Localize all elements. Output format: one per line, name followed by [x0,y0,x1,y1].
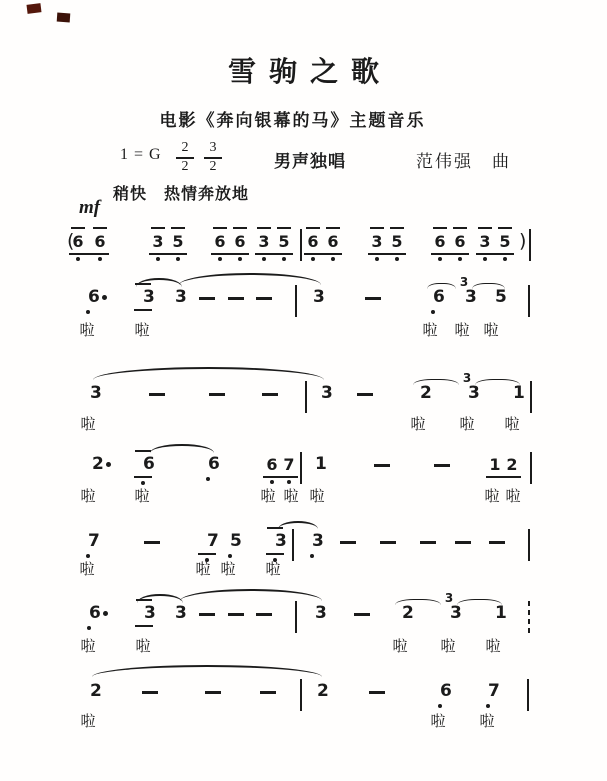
duration-dash [228,613,244,616]
note-pair: 6 7 [263,456,298,473]
tuplet-number: 3 [459,275,469,289]
lyric-syllable: 啦 [80,637,96,655]
time-signature-denominator: 2 [209,158,217,174]
duration-dash [434,464,450,467]
lyric-syllable: 啦 [260,487,276,505]
time-signature-numerator: 3 [204,141,222,159]
slur-arc [137,594,183,603]
note-pair: 6 6 [431,233,469,250]
barline [300,229,302,261]
duration-dash [144,541,160,544]
duration-dash [455,541,471,544]
dynamics-marking: mf [79,197,101,218]
duration-dash [365,297,381,300]
note-pair: 6 6 [211,233,249,250]
barline [292,529,294,561]
duration-dash [199,297,215,300]
note-pair: 6 6 [69,233,109,250]
barline [300,452,302,484]
time-signature-numerator: 2 [176,141,194,159]
note-pair: 3 5 [255,233,293,250]
lyric-syllable: 啦 [479,712,495,730]
barline [305,381,307,413]
tuplet-number: 3 [444,591,454,605]
parenthesis: ) [519,230,527,252]
note-pair: 3 5 [476,233,514,250]
note-digit: 3 [450,603,462,623]
lyric-syllable: 啦 [134,321,150,339]
duration-dash [149,393,165,396]
duration-dash [142,691,158,694]
barline [528,529,530,561]
note-digit: 6 [422,289,444,306]
slur-arc [92,665,322,677]
lyric-syllable: 啦 [505,487,521,505]
lyric-syllable: 啦 [79,560,95,578]
note-digit: 2 [90,681,102,701]
duration-dash [209,393,225,396]
duration-dash [256,613,272,616]
note-digit: 6 [78,605,100,622]
note-digit: 3 [90,383,102,403]
lyric-syllable: 啦 [483,321,499,339]
key-signature: 1 = G [120,146,162,163]
parenthesis: ( [67,230,75,252]
barline [295,601,297,633]
lyric-syllable: 啦 [265,560,281,578]
tempo-marking: 稍快 热情奔放地 [113,184,250,203]
note-pair: 6 6 [304,233,342,250]
note-digit: 3 [465,287,477,307]
note-digit: 2 [317,681,329,701]
slur-arc [180,589,322,601]
slur-arc [136,278,182,287]
note-digit: 3 [321,383,333,403]
barline [527,679,529,711]
note-digit: 3 [468,383,480,403]
lyric-syllable: 啦 [80,712,96,730]
tuplet-bracket [413,379,459,385]
lyric-syllable: 啦 [485,637,501,655]
lyric-syllable: 啦 [195,560,211,578]
lyric-syllable: 啦 [454,321,470,339]
note-digit: 6 [132,456,154,473]
composer-credit: 范伟强 曲 [416,152,511,172]
lyric-syllable: 啦 [484,487,500,505]
note-digit: 3 [301,533,323,550]
note-digit: 6 [429,683,451,700]
lyric-syllable: 啦 [134,487,150,505]
song-title: 雪驹之歌 [227,55,392,88]
duration-dash [340,541,356,544]
slur-arc [93,367,324,380]
note-digit: 3 [313,287,325,307]
voice-type-label: 男声独唱 [274,152,346,172]
lyric-syllable: 啦 [309,487,325,505]
tuplet-bracket [427,283,456,289]
note-digit: 3 [175,603,187,623]
tuplet-bracket [475,379,520,385]
note-digit: 3 [133,605,155,622]
lyric-syllable: 啦 [430,712,446,730]
lyric-syllable: 啦 [440,637,456,655]
lyric-syllable: 啦 [504,415,520,433]
tuplet-bracket [457,599,502,605]
time-signature-denominator: 2 [181,158,189,174]
slur-arc [179,273,321,285]
duration-dash [489,541,505,544]
barline [529,229,531,261]
duration-dash [256,297,272,300]
lyric-syllable: 啦 [459,415,475,433]
duration-dash [228,297,244,300]
note-digit: 7 [477,683,499,700]
barline [528,285,530,317]
tuplet-bracket [395,599,441,605]
note-digit: 6 [197,456,219,473]
duration-dash [357,393,373,396]
note-digit: 3 [175,287,187,307]
lyric-syllable: 啦 [80,415,96,433]
note-digit: 1 [513,383,525,403]
duration-dash [260,691,276,694]
barline [300,679,302,711]
lyric-syllable: 啦 [422,321,438,339]
duration-dash [380,541,396,544]
note-digit: 3 [264,533,286,550]
duration-dash [369,691,385,694]
note-digit: 5 [219,533,241,550]
note-pair: 3 5 [368,233,406,250]
note-pair: 3 5 [149,233,187,250]
slur-arc [278,521,318,529]
note-digit: 1 [495,603,507,623]
lyric-syllable: 啦 [80,487,96,505]
duration-dash [354,613,370,616]
barline [528,601,530,633]
lyric-syllable: 啦 [392,637,408,655]
note-pair: 1 2 [486,456,521,473]
note-digit: 5 [495,287,507,307]
lyric-syllable: 啦 [283,487,299,505]
note-digit: 1 [315,454,327,474]
note-digit: 2 [402,603,414,623]
barline [530,381,532,413]
barline [295,285,297,317]
lyric-syllable: 啦 [410,415,426,433]
note-digit: 3 [132,289,154,306]
barline [530,452,532,484]
lyric-syllable: 啦 [135,637,151,655]
lyric-syllable: 啦 [220,560,236,578]
duration-dash [262,393,278,396]
lyric-syllable: 啦 [79,321,95,339]
tuplet-number: 3 [462,371,472,385]
note-digit: 2 [81,456,103,473]
duration-dash [199,613,215,616]
note-digit: 3 [315,603,327,623]
note-digit: 7 [77,533,99,550]
slur-arc [150,444,214,453]
duration-dash [374,464,390,467]
note-digit: 7 [196,533,218,550]
tuplet-bracket [472,283,505,289]
note-digit: 6 [77,289,99,306]
note-digit: 2 [420,383,432,403]
song-subtitle: 电影《奔向银幕的马》主题音乐 [159,111,426,131]
duration-dash [205,691,221,694]
duration-dash [420,541,436,544]
